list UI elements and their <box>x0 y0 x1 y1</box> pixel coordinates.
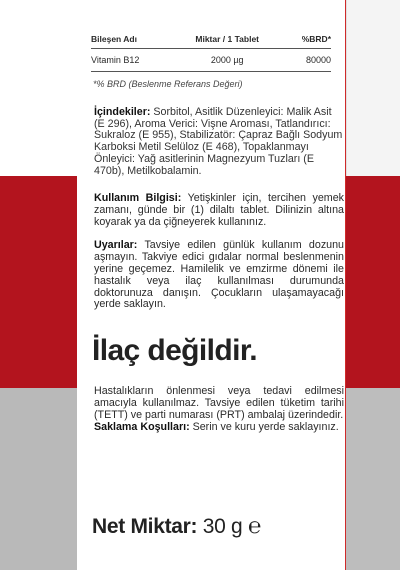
warnings-section <box>94 240 344 311</box>
estimated-sign-icon: ℮ <box>248 513 261 538</box>
table-header-row <box>91 31 331 49</box>
right-side-strip-grey <box>346 388 400 570</box>
panel-edge-line <box>345 0 346 570</box>
warnings-text: Tavsiye edilen günlük kullanım dozunu aşmayın. Takviye edici gıdalar normal beslenmenin yerine geçemez. Hamilelik ve emzirme dönemi ile hastalık veya ilaç kullanılması durumunda doktorunuza danışın. Çocukların ulaşamayacağı yerde saklayın. <box>94 238 344 311</box>
ingredients-label: İçindekiler: <box>94 106 151 118</box>
ingredients-section <box>94 107 344 177</box>
storage-label: Saklama Koşulları: <box>94 421 190 434</box>
usage-text: Yetişkinler için, tercihen yemek zamanı, günde bir (1) dilaltı tablet. Dilinizin altına koyarak ya da çiğneyerek kullanınız. <box>94 192 344 229</box>
right-side-strip-red <box>346 176 400 388</box>
table-cell-brd: 80000 <box>281 49 331 72</box>
warnings-label: Uyarılar: <box>94 238 138 251</box>
column-header-amount: Miktar / 1 Tablet <box>173 31 281 49</box>
net-quantity <box>92 513 261 539</box>
net-quantity-value: 30 g <box>202 515 243 538</box>
table-cell-amount: 2000 µg <box>173 49 281 72</box>
nutrition-table <box>91 31 331 72</box>
not-drug-heading: İlaç değildir. <box>92 334 257 368</box>
column-header-brd: %BRD* <box>281 31 331 49</box>
usage-label: Kullanım Bilgisi: <box>94 192 182 205</box>
reference-note: *% BRD (Beslenme Referans Değeri) <box>93 79 243 89</box>
net-quantity-label: Net Miktar: <box>92 515 198 538</box>
disclaimer-text: Hastalıkların önlenmesi veya tedavi edilmesi amacıyla kullanılmaz. Tavsiye edilen tüketim tarihi (TETT) ve parti numarası (PRT) ambalaj üzerindedir. <box>94 385 344 422</box>
table-cell-ingredient: Vitamin B12 <box>91 49 173 72</box>
table-row <box>91 49 331 72</box>
usage-section <box>94 193 344 229</box>
storage-section <box>94 422 344 434</box>
ingredients-text: Sorbitol, Asitlik Düzenleyici: Malik Asit (E 296), Aroma Verici: Vişne Aroması, Tatlandırıcı: Sukraloz (E 955), Stabilizatör: Çapraz Bağlı Sodyum Karboksi Metil Selüloz (E 468), Topaklanmayı Önleyici: Yağ asitlerinin Magnezyum Tuzları (E 470b), Metilkobalamin. <box>94 106 343 177</box>
column-header-ingredient: Bileşen Adı <box>91 31 173 49</box>
label-panel <box>77 0 345 570</box>
storage-text: Serin ve kuru yerde saklayınız. <box>189 421 339 434</box>
